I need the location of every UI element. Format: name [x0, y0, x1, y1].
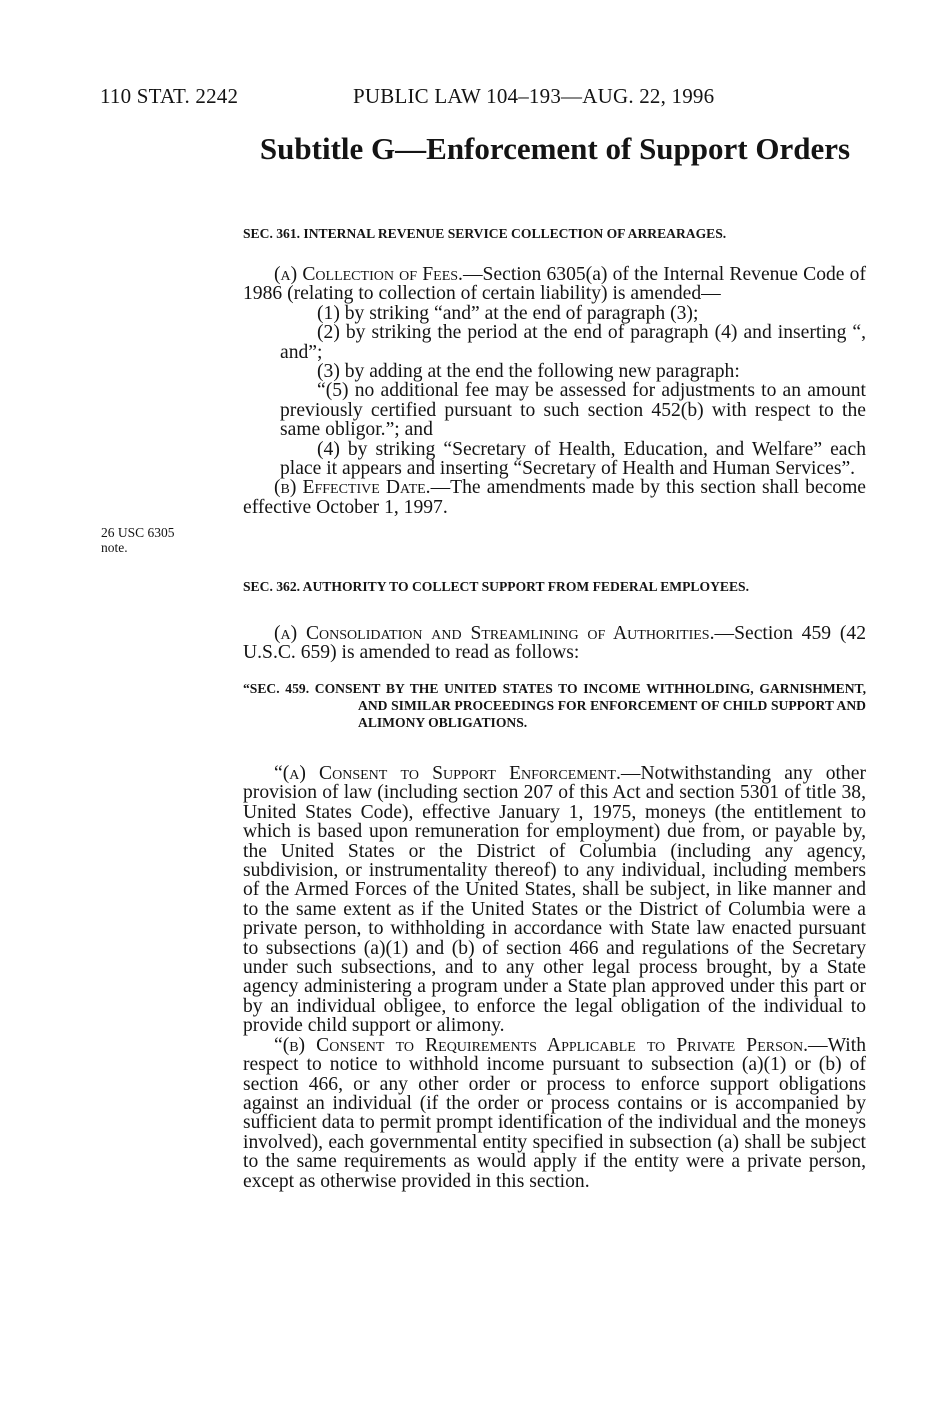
sec-361-b-text: —The amendments made by this section shall become effective October 1, 1997.: [243, 477, 867, 518]
sec-361-b-label: (b) Effective Date.: [274, 477, 431, 499]
sec-361-subsection-b: [243, 478, 866, 517]
sec-361-paragraph-1: (1) by striking “and” at the end of paragraph (3);: [317, 302, 699, 324]
margin-note-citation: 26 USC 6305: [101, 525, 175, 540]
sec-361-paragraph-3-quote: “(5) no additional fee may be assessed for adjustments to an amount previously certified pursuant to such section 452(b) with respect to the same obligor.”; and: [280, 380, 866, 441]
sec-361-paragraph-3: (3) by adding at the end the following new paragraph:: [317, 361, 740, 383]
sec-362-subsection-a: [243, 624, 866, 663]
sec-459-a-label: “(a) Consent to Support Enforcement.: [274, 763, 621, 784]
sec-459-b-text: —With respect to notice to withhold income pursuant to subsection (a)(1) or (b) of section 466, or any other order or process to enforce support obligations against an individual (if the order or process contains or is accompanied by sufficient data to permit prompt identification of the individual and the moneys involved), each governmental entity specified in subsection (a) shall be subject to the same requirements as would apply if the entity were a private person, except as otherwise provided in this section.: [243, 1034, 866, 1192]
sec-361-paragraph-4: (4) by striking “Secretary of Health, Education, and Welfare” each place it appears and inserting “Secretary of Health and Human Services”.: [280, 438, 866, 480]
sec-361-subsection-a: [243, 265, 866, 304]
sec-361-paragraph-2: (2) by striking the period at the end of paragraph (4) and inserting “, and”;: [280, 322, 866, 363]
sec-361-heading: SEC. 361. INTERNAL REVENUE SERVICE COLLECTION OF ARREARAGES.: [243, 226, 727, 241]
sec-459-subsection-b: [243, 1036, 866, 1191]
sec-459-body: [243, 764, 866, 1191]
sec-459-heading: “SEC. 459. CONSENT BY THE UNITED STATES TO INCOME WITHHOLDING, GARNISHMENT, AND SIMILAR PROCEEDINGS FOR ENFORCEMENT OF CHILD SUPPORT AND ALIMONY OBLIGATIONS.: [243, 681, 866, 730]
public-law-citation: PUBLIC LAW 104–193—AUG. 22, 1996: [353, 84, 715, 108]
sec-361-body: [243, 265, 866, 517]
sec-362-a-text: —Section 459 (42 U.S.C. 659) is amended to read as follows:: [243, 623, 867, 664]
sec-459-subsection-a: [243, 764, 866, 1036]
sec-361-a-text: —Section 6305(a) of the Internal Revenue Code of 1986 (relating to collection of certain liability) is amended—: [243, 264, 866, 305]
sec-459-a-text: —Notwithstanding any other provision of law (including section 207 of this Act and section 5301 of title 38, United States Code), effective January 1, 1975, moneys (the entitlement to which is based upon remuneration for employment) due from, or payable by, the United States or the District of Columbia (including any agency, subdivision, or instrumentality thereof) to any individual, including members of the Armed Forces of the United States, shall be subject, in like manner and to the same extent as if the United States or the District of Columbia were a private person, to withholding in accordance with State law enacted pursuant to subsections (a)(1) and (b) of section 466 and regulations of the Secretary under such subsections, and to any other legal process brought, by a State agency administering a program under a State plan approved under this part or by an individual obligee, to enforce the legal obligation of the individual to provide child support or alimony.: [243, 763, 866, 1037]
sec-362-a-label: (a) Consolidation and Streamlining of Authorities.: [274, 623, 715, 644]
subtitle-heading: Subtitle G—Enforcement of Support Orders: [259, 131, 851, 166]
sec-362-heading: SEC. 362. AUTHORITY TO COLLECT SUPPORT FROM FEDERAL EMPLOYEES.: [243, 579, 749, 594]
margin-note-label: note.: [101, 540, 128, 555]
margin-note: [101, 525, 175, 555]
stat-citation: 110 STAT. 2242: [100, 84, 239, 108]
sec-459-b-label: “(b) Consent to Requirements Applicable to Private Person.: [274, 1034, 808, 1056]
sec-361-a-label: (a) Collection of Fees.: [274, 264, 463, 285]
sec-362-body: [243, 624, 866, 663]
